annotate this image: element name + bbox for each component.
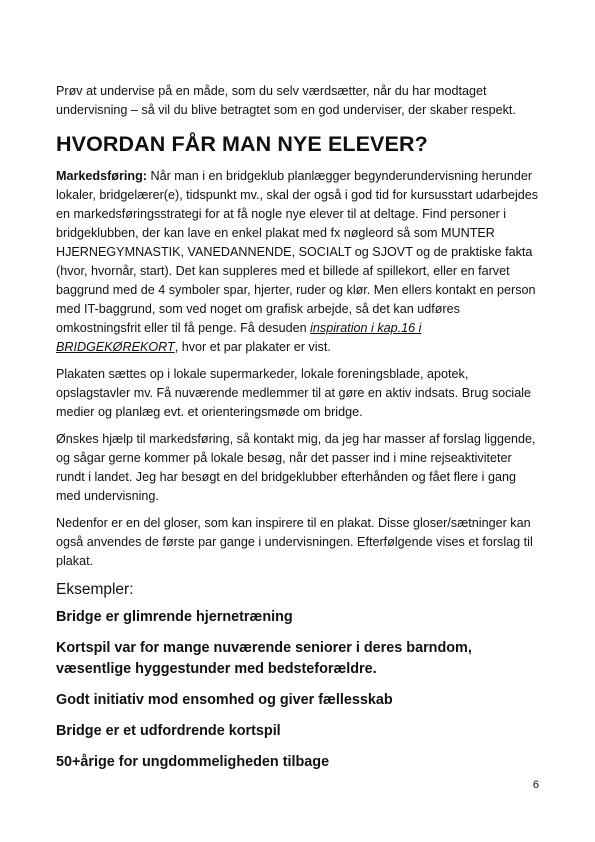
page-number: 6 [532, 779, 539, 791]
posters-paragraph: Plakaten sættes op i lokale supermarkeder, lokale foreningsblade, apotek, opslagstavler mv. Få nuværende medlemmer til at gøre en aktiv indsats. Brug sociale medier og planlæg evt. et orienteringsmøde om bridge. [56, 367, 532, 419]
marketing-lead: Markedsføring: [56, 169, 147, 183]
inspiration-link[interactable]: inspiration i kap.16 i BRIDGEKØREKORT [56, 321, 422, 354]
example-item: Bridge er et udfordrende kortspil [56, 723, 281, 739]
marketing-tail: , hvor et par plakater er vist. [174, 340, 331, 354]
help-paragraph: Ønskes hjælp til markedsføring, så kontakt mig, da jeg har masser af forslag liggende, og sågar gerne kommer på lokale besøg, når det passer ind i mine rejseaktiviteter rundt i landet. Jeg har besøgt en del bridgeklubber efterhånden og fået flere i gang med undervisning. [56, 432, 536, 503]
example-item: Godt initiativ mod ensomhed og giver fællesskab [56, 692, 393, 708]
examples-label: Eksempler: [56, 581, 134, 598]
example-item: 50+årige for ungdommeligheden tilbage [56, 754, 330, 770]
section-heading: HVORDAN FÅR MAN NYE ELEVER? [56, 132, 428, 156]
example-item: Kortspil var for mange nuværende seniorer i deres barndom, væsentlige hyggestunder med bedsteforældre. [56, 640, 472, 677]
document-page [56, 82, 542, 783]
intro-paragraph: Prøv at undervise på en måde, som du selv værdsætter, når du har modtaget undervisning – så vil du blive betragtet som en god underviser, der skaber respekt. [56, 84, 516, 117]
example-item: Bridge er glimrende hjernetræning [56, 609, 293, 625]
marketing-text: Når man i en bridgeklub planlægger begynderundervisning herunder lokaler, bridgelærer(e), tidspunkt mv., skal der også i god tid for kursusstart udarbejdes en markedsføringsstrategi for at få nogle nye elever til at deltage. Find personer i bridgeklubben, der kan lave en enkel plakat med fx nøgleord så som MUNTER HJERNEGYMNASTIK, VANEDANNENDE, SOCIALT og SJOVT og de praktiske fakta (hvor, hvornår, start). Det kan suppleres med et billede af spillekort, eller en farvet baggrund med de 4 symboler spar, hjerter, ruder og klør. Men ellers kontakt en person med IT-baggrund, som ved noget om grafisk arbejde, så det kan udføres omkostningsfrit eller til få penge. Få desuden [56, 169, 539, 335]
marketing-paragraph [56, 167, 542, 357]
glossary-paragraph: Nedenfor er en del gloser, som kan inspirere til en plakat. Disse gloser/sætninger kan også anvendes de første par gange i undervisningen. Efterfølgende vises et forslag til plakat. [56, 516, 533, 568]
